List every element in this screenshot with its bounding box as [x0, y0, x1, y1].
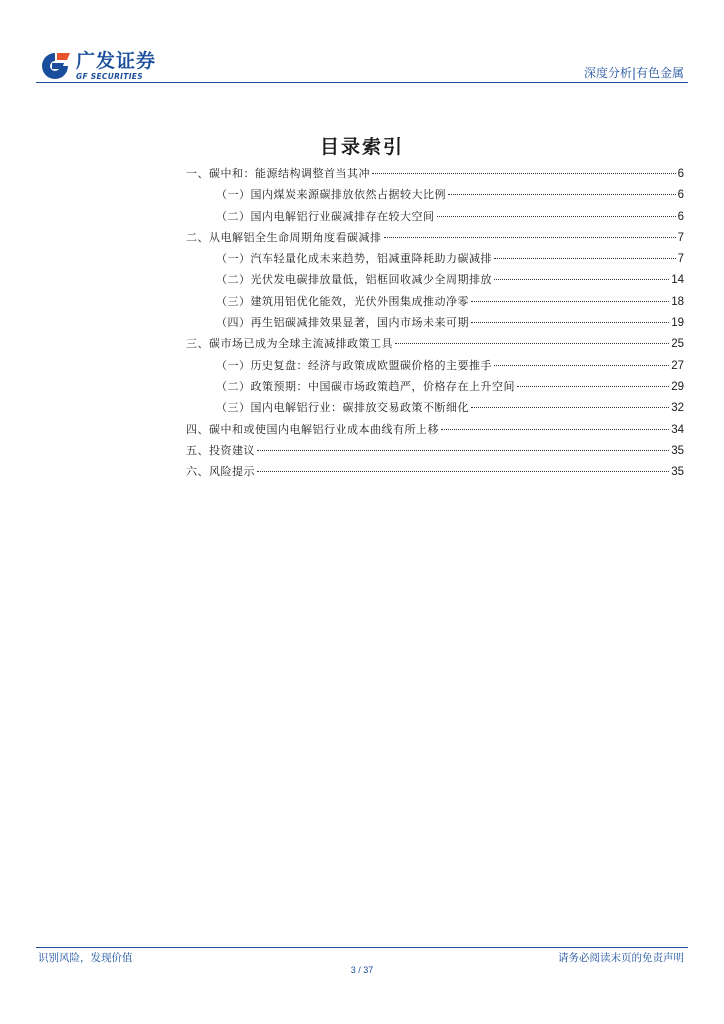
page-header	[0, 0, 724, 90]
toc-entry-page: 32	[671, 402, 684, 415]
toc-entry-page: 35	[671, 444, 684, 457]
toc-entry-label: 五、投资建议	[186, 443, 255, 457]
toc-entry[interactable]	[186, 378, 684, 399]
toc-entry[interactable]	[186, 421, 684, 442]
toc-entry-label: 三、碳市场已成为全球主流减排政策工具	[186, 337, 393, 351]
toc-entry-page: 19	[671, 317, 684, 330]
toc-entry[interactable]	[186, 335, 684, 356]
toc-entry-label: （一）历史复盘：经济与政策成欧盟碳价格的主要推手	[216, 358, 492, 372]
toc-leader-dots	[384, 237, 676, 238]
toc-entry-page: 6	[677, 189, 684, 202]
toc-entry-label: （一）汽车轻量化成未来趋势，铝减重降耗助力碳减排	[216, 252, 492, 266]
toc-entry-label: （三）国内电解铝行业：碳排放交易政策不断细化	[216, 401, 469, 415]
toc-leader-dots	[494, 365, 669, 366]
toc-entry[interactable]	[186, 250, 684, 271]
toc-leader-dots	[395, 343, 669, 344]
toc-leader-dots	[448, 194, 676, 195]
gf-logo-icon	[38, 50, 72, 82]
toc-entry-label: （二）光伏发电碳排放量低，铝框回收减少全周期排放	[216, 273, 492, 287]
toc-entry-page: 27	[671, 359, 684, 372]
toc-leader-dots	[372, 173, 676, 174]
toc-entry-page: 7	[677, 231, 684, 244]
toc-entry[interactable]	[186, 293, 684, 314]
toc-entry-label: 六、风险提示	[186, 465, 255, 479]
toc-entry[interactable]	[186, 208, 684, 229]
logo-chinese-name: 广发证券	[76, 49, 157, 72]
toc-entry[interactable]	[186, 229, 684, 250]
toc-leader-dots	[437, 216, 676, 217]
toc-entry-page: 25	[671, 338, 684, 351]
footer-divider	[36, 947, 688, 948]
toc-entry-label: （二）国内电解铝行业碳减排存在较大空间	[216, 209, 435, 223]
toc-title: 目录索引	[319, 136, 404, 158]
toc-entry-page: 14	[671, 274, 684, 287]
toc-entry[interactable]	[186, 399, 684, 420]
toc-entry-page: 35	[671, 466, 684, 479]
toc-leader-dots	[494, 279, 669, 280]
toc-entry[interactable]	[186, 463, 684, 484]
toc-leader-dots	[471, 301, 669, 302]
header-divider	[36, 82, 688, 83]
toc-entry-label: （二）政策预期：中国碳市场政策趋严，价格存在上升空间	[216, 379, 515, 393]
gf-securities-logo	[38, 50, 156, 82]
toc-entry-label: （四）再生铝碳减排效果显著，国内市场未来可期	[216, 316, 469, 330]
logo-english-name: GF SECURITIES	[76, 71, 143, 81]
toc-leader-dots	[471, 407, 669, 408]
toc-entry[interactable]	[186, 165, 684, 186]
toc-entry-label: （一）国内煤炭来源碳排放依然占据较大比例	[216, 188, 446, 202]
toc-entry-page: 7	[677, 253, 684, 266]
toc-leader-dots	[471, 322, 669, 323]
toc-entry-label: 一、碳中和：能源结构调整首当其冲	[186, 167, 370, 180]
toc-entry[interactable]	[186, 271, 684, 292]
toc-entry-page: 18	[671, 295, 684, 308]
toc-entry[interactable]	[186, 442, 684, 463]
footer-slogan: 识别风险，发现价值	[38, 952, 133, 964]
toc-entry-label: （三）建筑用铝优化能效，光伏外围集成推动净零	[216, 294, 469, 308]
toc-entry-label: 四、碳中和或使国内电解铝行业成本曲线有所上移	[186, 422, 439, 436]
footer-disclaimer-note: 请务必阅读末页的免责声明	[558, 952, 684, 964]
toc-entry-page: 6	[677, 168, 684, 180]
report-type-label: 深度分析|有色金属	[583, 66, 684, 80]
toc-entry[interactable]	[186, 186, 684, 207]
toc-entry-page: 34	[671, 423, 684, 436]
toc-leader-dots	[494, 258, 676, 259]
toc-leader-dots	[517, 386, 669, 387]
toc-entry[interactable]	[186, 314, 684, 335]
toc-entry[interactable]	[186, 357, 684, 378]
table-of-contents	[186, 165, 684, 484]
toc-leader-dots	[441, 429, 669, 430]
page-number: 3 / 37	[350, 965, 374, 975]
toc-leader-dots	[257, 471, 669, 472]
toc-leader-dots	[257, 450, 669, 451]
toc-entry-page: 6	[677, 210, 684, 223]
toc-entry-page: 29	[671, 380, 684, 393]
toc-entry-label: 二、从电解铝全生命周期角度看碳减排	[186, 230, 382, 244]
